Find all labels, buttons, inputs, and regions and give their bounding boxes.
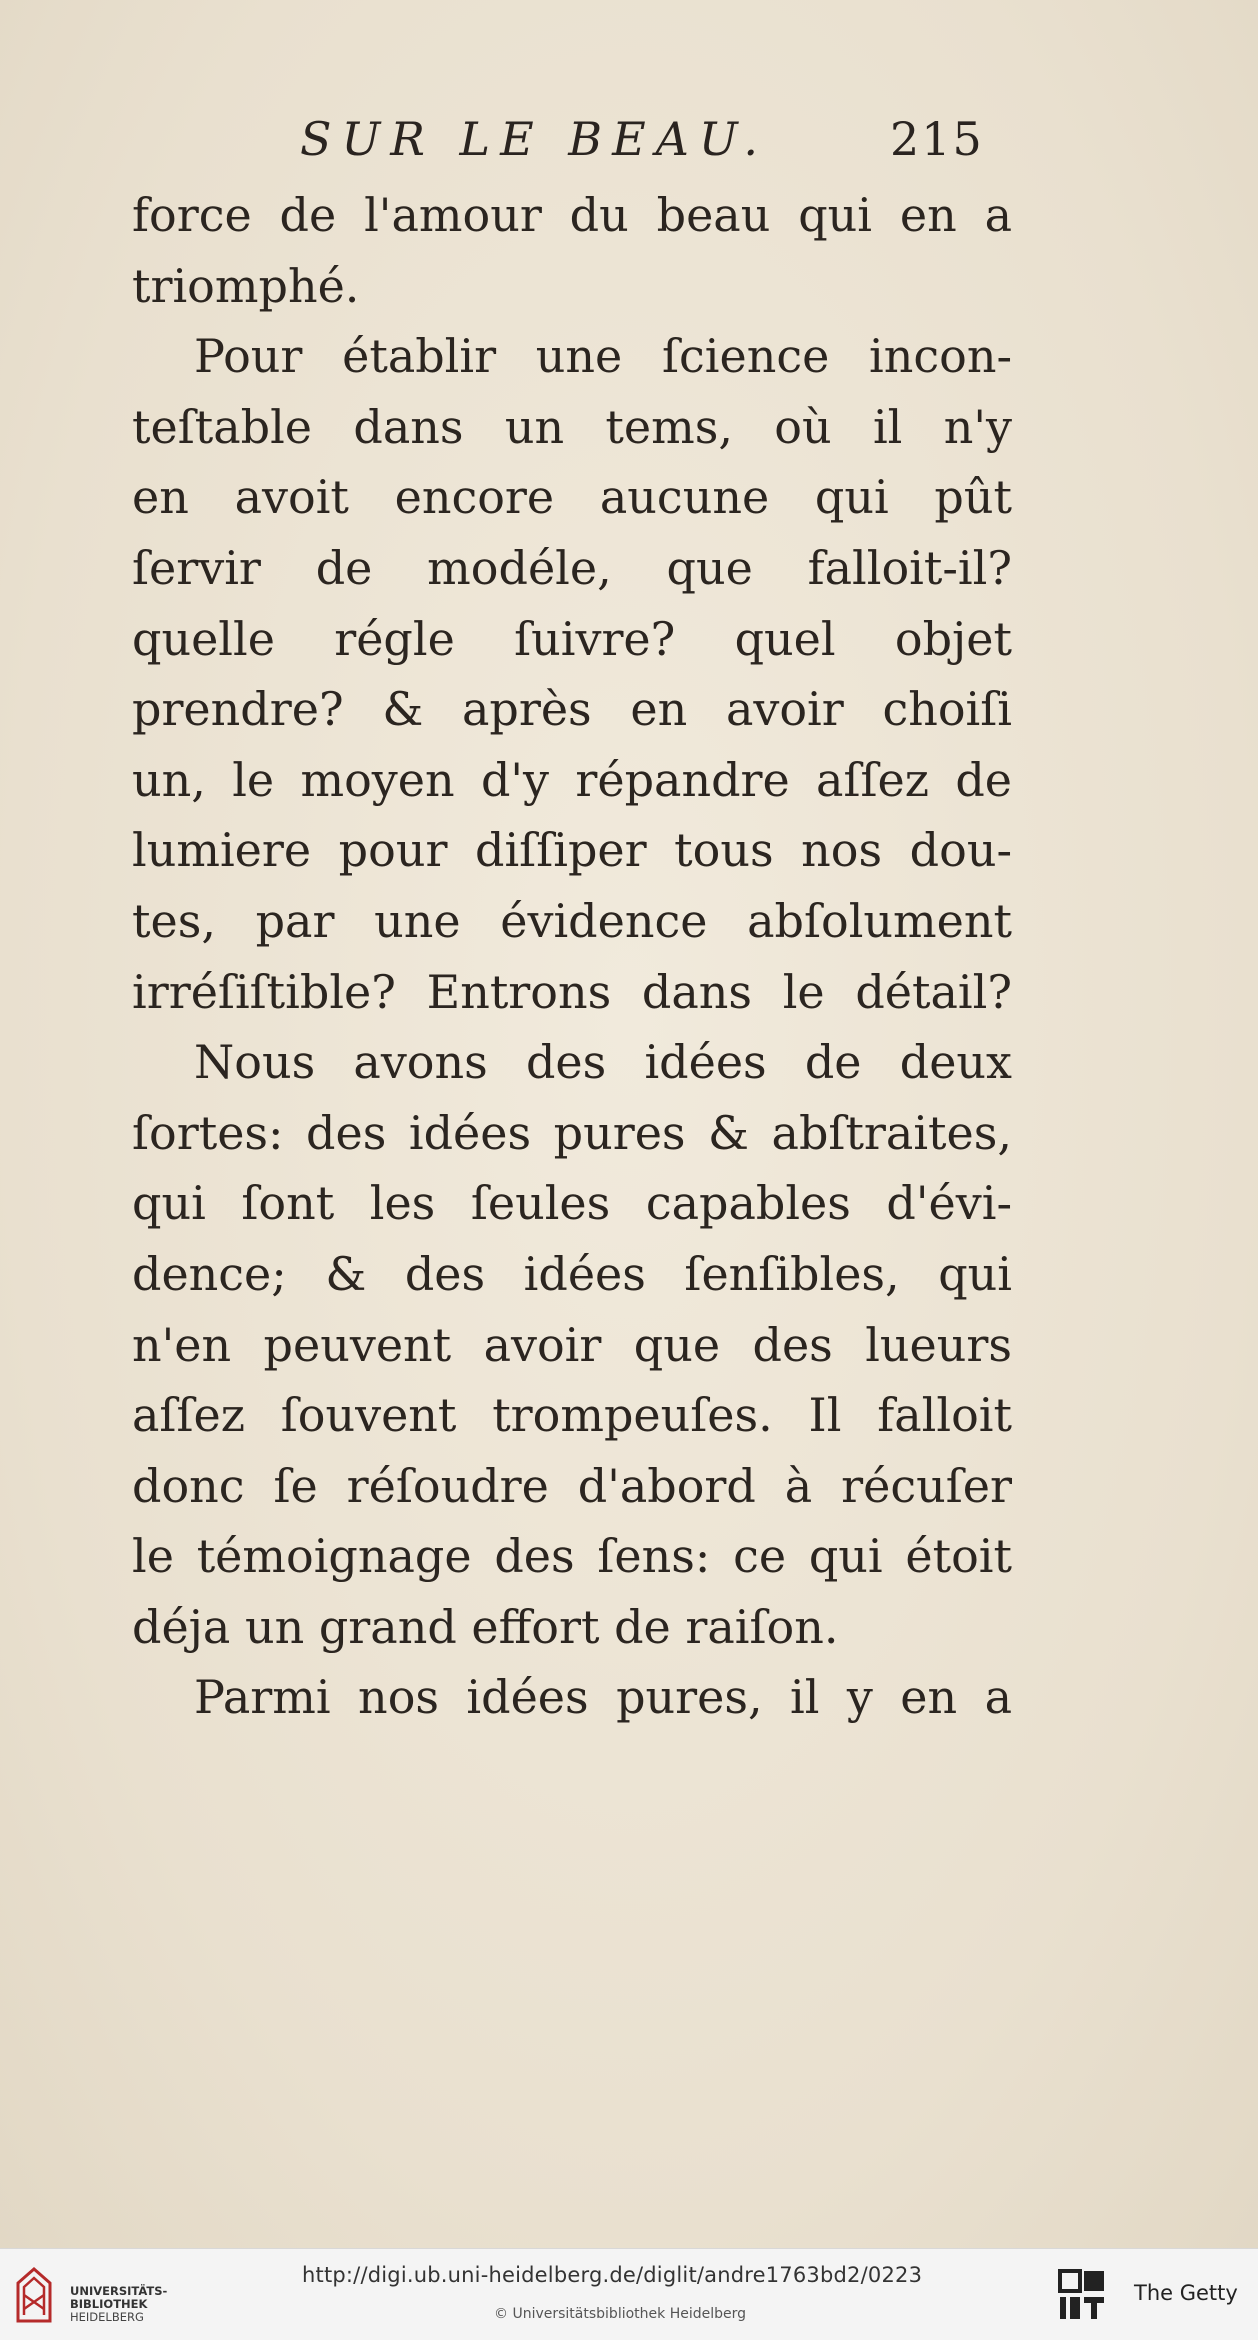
text-line: Nous avons des idées de deux — [194, 1035, 1012, 1090]
library-logo[interactable] — [14, 2265, 174, 2325]
text-line: aſſez ſouvent trompeuſes. Il falloit — [132, 1388, 1012, 1443]
library-logo-icon — [14, 2265, 54, 2323]
text-line: n'en peuvent avoir que des lueurs — [132, 1317, 1012, 1372]
partner-name[interactable]: The Getty — [1134, 2281, 1238, 2305]
text-line: dence; & des idées ſenſibles, qui — [132, 1246, 1012, 1301]
text-line: triomphé. — [132, 258, 360, 313]
library-name: UNIVERSITÄTS- BIBLIOTHEK HEIDELBERG — [70, 2284, 168, 2324]
page-number: 215 — [890, 112, 984, 166]
text-line: ſortes: des idées pures & abſtraites, — [132, 1105, 1012, 1160]
text-line: le témoignage des ſens: ce qui étoit — [132, 1529, 1012, 1584]
permalink-url[interactable]: http://digi.ub.uni-heidelberg.de/diglit/andre1763bd2/0223 — [302, 2263, 923, 2287]
text-line: un, le moyen d'y répandre aſſez de — [132, 752, 1012, 807]
running-header — [300, 112, 1000, 166]
running-title: SUR LE BEAU. — [300, 112, 769, 166]
text-line: quelle régle ſuivre? quel objet — [132, 611, 1012, 666]
text-line: irréſiſtible? Entrons dans le détail? — [132, 964, 1012, 1019]
text-line: Parmi nos idées pures, il y en a — [194, 1670, 1012, 1725]
text-line: déja un grand effort de raiſon. — [132, 1599, 839, 1654]
text-line: donc ſe réſoudre d'abord à récuſer — [132, 1458, 1012, 1513]
text-line: lumiere pour diſſiper tous nos dou- — [132, 823, 1012, 878]
text-line: Pour établir une ſcience incon- — [194, 329, 1012, 384]
text-line: en avoit encore aucune qui pût — [132, 470, 1012, 525]
text-line: teſtable dans un tems, où il n'y — [132, 399, 1012, 454]
text-line: prendre? & après en avoir choiſi — [132, 682, 1012, 737]
text-line: ſervir de modéle, que falloit-il? — [132, 540, 1012, 595]
page-text — [132, 180, 1012, 1733]
text-line: force de l'amour du beau qui en a — [132, 188, 1012, 242]
getty-logo-icon — [1058, 2269, 1106, 2321]
text-line: qui ſont les ſeules capables d'évi- — [132, 1176, 1012, 1231]
copyright-notice: © Universitätsbibliothek Heidelberg — [494, 2306, 747, 2322]
text-line: tes, par une évidence abſolument — [132, 893, 1012, 948]
viewer-footer — [0, 2248, 1258, 2340]
